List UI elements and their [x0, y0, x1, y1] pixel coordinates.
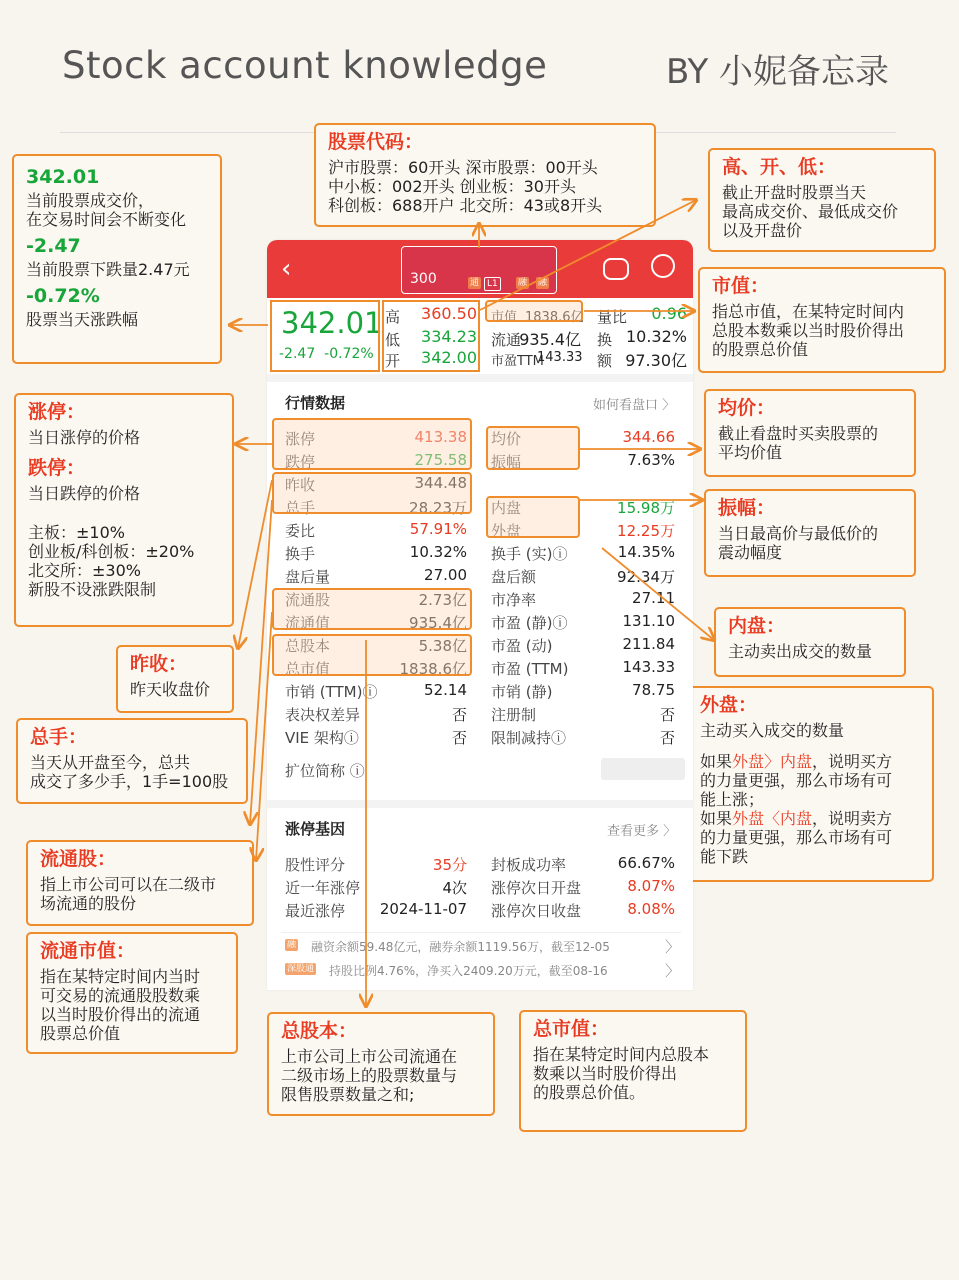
market-value-11: 52.14 — [424, 681, 467, 699]
gene-label: 封板成功率 — [491, 856, 567, 874]
note-inner-volume: 内盘： 主动卖出成交的数量 — [714, 607, 906, 677]
note-amplitude: 振幅： 当日最高价与最低价的 震动幅度 — [704, 489, 916, 577]
market-value-r5: 14.35% — [617, 543, 675, 561]
market-label-r11: 市销 (静) — [491, 683, 553, 701]
note-total-lots: 总手： 当天从开盘至今，总共 成交了多少手，1手=100股 — [16, 718, 248, 804]
quote-open-value: 342.00 — [421, 348, 477, 367]
tag-tong: 通 — [470, 278, 480, 288]
note-float-shares: 流通股： 指上市公司可以在二级市 场流通的股份 — [26, 840, 254, 926]
note-total-shares: 总股本： 上市公司上市公司流通在 二级市场上的股票数量与 限售股票数量之和; — [267, 1012, 495, 1116]
quote-high-value: 360.50 — [421, 304, 477, 323]
quote-high-label: 高 — [385, 308, 401, 326]
market-value-r3: 15.98万 — [617, 499, 675, 517]
tag-margin: 融 — [287, 940, 297, 950]
note-stock-code: 股票代码： 沪市股票：60开头 深市股票：00开头 中小板：002开头 创业板：30开头 科创板：688开户 北交所：43或8开头 — [314, 123, 656, 227]
note-avg-price: 均价： 截止看盘时买卖股票的 平均价值 — [704, 389, 916, 477]
holding-info[interactable]: 持股比例4.76%，净买入2409.20万元，截至08-16 — [329, 964, 608, 978]
quote-pe-label: 市盈TTM — [491, 354, 544, 369]
market-label-8: 流通值 — [285, 614, 331, 632]
market-value-r7: 27.11 — [632, 589, 675, 607]
margin-info[interactable]: 融资余额59.48亿元，融券余额1119.56万，截至12-05 — [311, 940, 610, 954]
market-label-3: 总手 — [285, 499, 316, 517]
gene-label: 股性评分 — [285, 856, 346, 874]
market-label-r8: 市盈 (静)ⓘ — [491, 614, 568, 632]
gene-value: 2024-11-07 — [379, 900, 467, 918]
market-value-r11: 78.75 — [632, 681, 675, 699]
quote-float-value: 935.4亿 — [519, 330, 581, 349]
market-value-r10: 143.33 — [622, 658, 675, 676]
tag-rong-1: 融 — [518, 278, 528, 288]
market-value-4: 57.91% — [409, 520, 467, 538]
market-label-4: 委比 — [285, 522, 316, 540]
market-value-r8: 131.10 — [622, 612, 675, 630]
market-label-11: 市销 (TTM)ⓘ — [285, 683, 378, 701]
market-value-5: 10.32% — [409, 543, 467, 561]
page-title: Stock account knowledge — [62, 44, 548, 87]
price-change: -2.47 -0.72% — [279, 346, 374, 362]
quote-low-value: 334.23 — [421, 327, 477, 346]
market-value-r6: 92.34万 — [617, 568, 675, 586]
gene-label: 近一年涨停 — [285, 879, 361, 897]
market-value-9: 5.38亿 — [418, 637, 467, 655]
note-total-mv: 总市值： 指在某特定时间内总股本 数乘以当时股价得出 的股票总价值。 — [519, 1010, 747, 1132]
quote-low-label: 低 — [385, 331, 401, 349]
market-value-r4: 12.25万 — [617, 522, 675, 540]
quote-mv-label: 市值 — [491, 310, 518, 325]
market-value-r12: 否 — [659, 706, 675, 724]
market-label-14: 扩位简称 ⓘ — [285, 762, 365, 780]
market-label-r4: 外盘 — [491, 522, 522, 540]
market-label-r12: 注册制 — [491, 706, 537, 724]
note-float-mv: 流通市值： 指在某特定时间内当时 可交易的流通股股数乘 以当时股价得出的流通 股票总价值 — [26, 932, 238, 1054]
market-label-r1: 振幅 — [491, 453, 522, 471]
quote-float-label: 流通 — [491, 331, 522, 349]
market-label-0: 涨停 — [285, 430, 316, 448]
gene-label: 最近涨停 — [285, 902, 346, 920]
gene-value: 35分 — [432, 856, 467, 874]
note-price: 342.01 当前股票成交价， 在交易时间会不断变化 -2.47 当前股票下跌量2.47元 -0.72% 股票当天涨跌幅 — [12, 154, 222, 364]
market-value-6: 27.00 — [424, 566, 467, 584]
quote-open-label: 开 — [385, 352, 401, 370]
market-label-13: VIE 架构ⓘ — [285, 729, 359, 747]
market-label-r9: 市盈 (动) — [491, 637, 553, 655]
market-value-7: 2.73亿 — [418, 591, 467, 609]
market-value-r13: 否 — [659, 729, 675, 747]
market-label-5: 换手 — [285, 545, 316, 563]
note-market-value: 市值： 指总市值，在某特定时间内 总股本数乘以当时股价得出 的股票总价值 — [698, 267, 946, 373]
market-label-r10: 市盈 (TTM) — [491, 660, 569, 678]
more-link[interactable]: 查看更多 〉 — [607, 824, 677, 839]
market-label-6: 盘后量 — [285, 568, 331, 586]
market-label-9: 总股本 — [285, 637, 331, 655]
tag-l1: L1 — [484, 277, 501, 291]
market-value-1: 275.58 — [414, 451, 467, 469]
market-value-0: 413.38 — [414, 428, 467, 446]
author-label: BY 小妮备忘录 — [666, 52, 890, 92]
market-value-r0: 344.66 — [622, 428, 675, 446]
tag-sgt: 深股通 — [287, 964, 315, 974]
market-value-3: 28.23万 — [409, 499, 467, 517]
quote-amount-value: 97.30亿 — [625, 351, 687, 370]
current-price: 342.01 — [281, 306, 383, 340]
market-value-12: 否 — [451, 706, 467, 724]
market-label-r3: 内盘 — [491, 499, 522, 517]
quote-turnover-label: 换 — [597, 331, 613, 349]
gene-label: 涨停次日收盘 — [491, 902, 582, 920]
quote-mv-value: 1838.6亿 — [525, 310, 584, 325]
market-label-7: 流通股 — [285, 591, 331, 609]
gene-label: 涨停次日开盘 — [491, 879, 582, 897]
quote-amount-label: 额 — [597, 352, 613, 370]
note-prev-close: 昨收： 昨天收盘价 — [116, 645, 234, 713]
back-icon[interactable]: ‹ — [281, 254, 292, 284]
market-label-2: 昨收 — [285, 476, 316, 494]
howto-link[interactable]: 如何看盘口 〉 — [593, 398, 676, 413]
quote-pe-value: 143.33 — [537, 350, 583, 365]
market-value-10: 1838.6亿 — [399, 660, 467, 678]
market-value-13: 否 — [451, 729, 467, 747]
gene-value: 4次 — [442, 879, 467, 897]
market-label-r13: 限制减持ⓘ — [491, 729, 567, 747]
gene-value: 8.08% — [627, 900, 675, 918]
tag-rong-2: 融 — [538, 278, 548, 288]
chevron-right-icon[interactable]: 〉 — [665, 962, 681, 980]
quote-volratio-value: 0.96 — [651, 304, 687, 323]
note-limit-up-down: 涨停： 当日涨停的价格 跌停： 当日跌停的价格 主板：±10% 创业板/科创板：±20% 北交所：±30% 新股不设涨跌限制 — [14, 393, 234, 627]
market-value-8: 935.4亿 — [409, 614, 467, 632]
market-label-10: 总市值 — [285, 660, 331, 678]
stock-code: 300 — [410, 271, 437, 287]
section-title-limit-gene: 涨停基因 — [285, 820, 346, 838]
market-label-r6: 盘后额 — [491, 568, 537, 586]
market-value-2: 344.48 — [414, 474, 467, 492]
quote-volratio-label: 量比 — [597, 308, 628, 326]
market-value-r1: 7.63% — [627, 451, 675, 469]
market-label-12: 表决权差异 — [285, 706, 361, 724]
quote-turnover-value: 10.32% — [625, 327, 687, 346]
note-outer-volume: 外盘： 主动买入成交的数量 如果外盘〉内盘，说明买方 的力量更强，那么市场有可 能上涨； 如果外盘〈内盘，说明卖方 的力量更强，那么市场有可 能下跌 — [686, 686, 934, 882]
gene-value: 8.07% — [627, 877, 675, 895]
market-value-r9: 211.84 — [622, 635, 675, 653]
market-label-r0: 均价 — [491, 430, 522, 448]
market-label-r5: 换手 (实)ⓘ — [491, 545, 568, 563]
note-high-open-low: 高、开、低： 截止开盘时股票当天 最高成交价、最低成交价 以及开盘价 — [708, 148, 936, 252]
market-label-1: 跌停 — [285, 453, 316, 471]
gene-value: 66.67% — [617, 854, 675, 872]
market-label-r7: 市净率 — [491, 591, 537, 609]
chevron-right-icon[interactable]: 〉 — [665, 938, 681, 956]
section-title-market-data: 行情数据 — [285, 394, 346, 412]
